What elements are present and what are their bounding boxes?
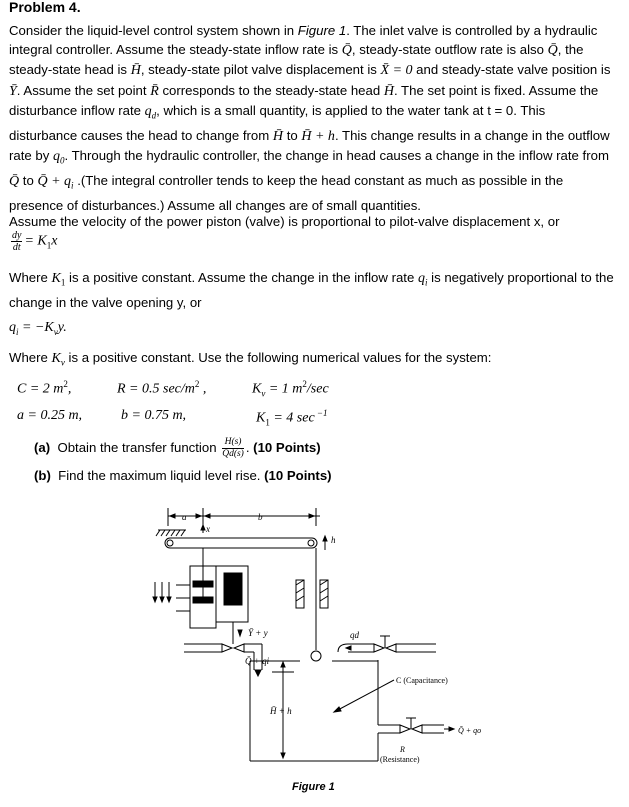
float [311,651,321,661]
figure-caption: Figure 1 [292,781,335,793]
value-capacitance: C = 2 $m^2$, [17,379,72,397]
velocity-equation: $\frac{dy}{dt}$ = $K_1x$ [12,230,58,253]
label-capacitance: C (Capacitance) [396,676,448,685]
question-b: (b) Find the maximum liquid level rise. (10 Points) [34,468,332,483]
problem-title: Problem 4. [9,0,81,15]
value-k1: $K_1 = 4$ sec $^{-1}$ [256,408,328,428]
label-outflow: Q̄ + qo [458,726,482,735]
value-kv: $K_v = 1$ $m^2/\sec$ [252,379,329,399]
inflow-equation: $q_i = -K_vy$. [9,320,67,337]
label-b: b [258,512,263,522]
label-resistance-symbol: R [400,745,405,754]
value-a: a = 0.25 m, [17,408,83,423]
label-h: h [331,535,336,545]
label-qd: qd [350,630,359,640]
value-resistance: R = 0.5 $\sec/m^2$ , [117,379,207,397]
velocity-statement: Assume the velocity of the power piston (valve) is proportional to pilot-valve displacement x, or [9,214,560,229]
where-kv-statement: Where $K_v$ is a positive constant. Use the following numerical values for the system: [9,350,492,368]
label-y: Ȳ + y [248,628,268,638]
where-k1-statement: Where $K_1$ is a positive constant. Assume the change in the inflow rate $q_i$ is negatively proportional to the change in the valve opening y, or [9,270,614,310]
lever-arm [165,538,317,548]
label-x: x [206,524,210,534]
problem-intro: Consider the liquid-level control system shown in Figure 1. The inlet valve is controlled by a hydraulic integral controller. Assume the steady-state inflow rate is Q̄, steady-state outflow rate is also Q̄, the steady-state head is H̄, steady-state pilot valve displacement is X̄ = 0 and steady-state valve position is Ȳ. Assume the set point R̄ corresponds to the steady-state head H̄. The set point is fixed. Assume the disturbance inflow rate $q_d$, which is a small quantity, is applied to the water tank at t = 0. This disturbance causes the head to change from H̄ to H̄ + h. This change results in a change in the outflow rate by $q_0$. Through the hydraulic controller, the change in head causes a change in the inflow rate from Q̄ to Q̄ + $q_i$ .(The integral controller tends to keep the head constant as much as possible in the presence of disturbances.) Assume all changes are of small quantities. [9,23,611,213]
label-a: a [182,512,187,522]
label-inflow: Q̄ + qi [245,656,270,666]
value-b: b = 0.75 m, [121,408,187,423]
label-head: H̄ + h [270,706,292,716]
label-resistance: (Resistance) [380,755,420,764]
question-a: (a) Obtain the transfer function $\frac{H(s)}{Qd(s)}$ . (10 Points) [34,437,321,459]
